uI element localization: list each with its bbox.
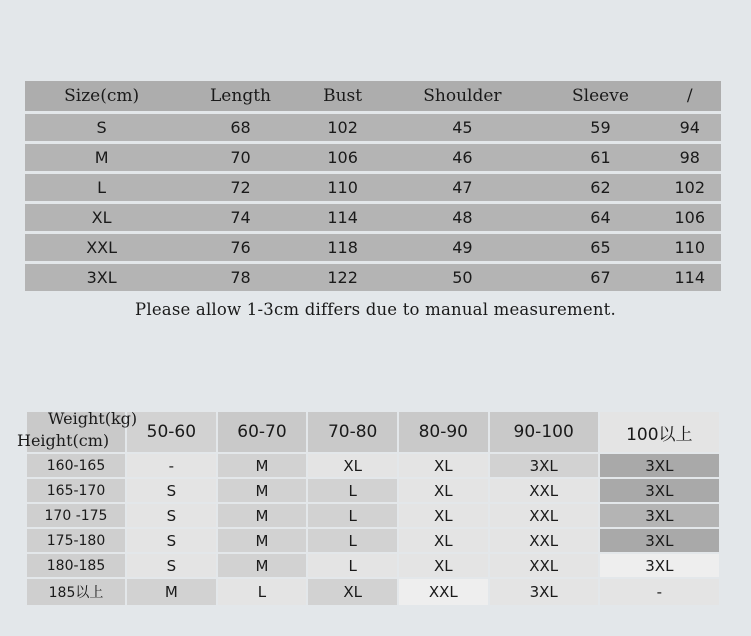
height-range-cell: 180-185 (27, 554, 125, 577)
weight-range-header: 70-80 (308, 412, 397, 452)
size-chart-header-slash: / (659, 81, 721, 111)
shoulder-cell: 47 (382, 174, 542, 201)
sleeve-cell: 64 (542, 204, 658, 231)
sleeve-cell: 62 (542, 174, 658, 201)
size-recommendation-cell: M (218, 454, 307, 477)
height-range-cell: 175-180 (27, 529, 125, 552)
shoulder-cell: 46 (382, 144, 542, 171)
shoulder-cell: 50 (382, 264, 542, 291)
size-recommendation-cell: XXL (490, 554, 598, 577)
size-chart-header-sleeve: Sleeve (542, 81, 658, 111)
length-cell: 70 (178, 144, 303, 171)
shoulder-cell: 48 (382, 204, 542, 231)
fit-chart-row (27, 554, 719, 577)
size-chart-header-bust: Bust (303, 81, 383, 111)
extra-cell: 106 (659, 204, 721, 231)
size-recommendation-cell: S (127, 529, 216, 552)
size-recommendation-cell: XXL (490, 479, 598, 502)
weight-axis-label: Weight(kg) (48, 409, 138, 428)
size-recommendation-cell: S (127, 479, 216, 502)
fit-chart-row (27, 529, 719, 552)
length-cell: 68 (178, 114, 303, 141)
size-recommendation-cell: L (308, 504, 397, 527)
measurement-note: Please allow 1-3cm differs due to manual measurement. (135, 300, 616, 319)
size-recommendation-cell: XXL (490, 529, 598, 552)
size-chart-header-shoulder: Shoulder (382, 81, 542, 111)
size-recommendation-cell: XL (399, 479, 488, 502)
size-recommendation-cell: - (600, 579, 719, 605)
size-recommendation-cell: S (127, 504, 216, 527)
weight-range-header: 60-70 (218, 412, 307, 452)
size-recommendation-cell: XXL (490, 504, 598, 527)
sleeve-cell: 67 (542, 264, 658, 291)
sleeve-cell: 59 (542, 114, 658, 141)
weight-range-header: 100以上 (600, 412, 719, 452)
size-recommendation-cell: XL (399, 529, 488, 552)
bust-cell: 106 (303, 144, 383, 171)
height-range-cell: 170 -175 (27, 504, 125, 527)
size-cell: L (25, 174, 178, 201)
size-cell: XXL (25, 234, 178, 261)
bust-cell: 122 (303, 264, 383, 291)
fit-chart-row (27, 579, 719, 605)
size-chart-header-row (25, 81, 721, 111)
bust-cell: 114 (303, 204, 383, 231)
fit-chart-row (27, 504, 719, 527)
size-chart-row (25, 114, 721, 141)
shoulder-cell: 45 (382, 114, 542, 141)
size-recommendation-cell: - (127, 454, 216, 477)
height-range-cell: 160-165 (27, 454, 125, 477)
size-recommendation-cell: L (218, 579, 307, 605)
extra-cell: 110 (659, 234, 721, 261)
size-recommendation-cell: M (127, 579, 216, 605)
size-chart-header-length: Length (178, 81, 303, 111)
length-cell: 78 (178, 264, 303, 291)
size-recommendation-cell: M (218, 529, 307, 552)
extra-cell: 102 (659, 174, 721, 201)
fit-chart-corner (17, 409, 138, 452)
bust-cell: 102 (303, 114, 383, 141)
size-chart-row (25, 144, 721, 171)
size-recommendation-cell: XXL (399, 579, 488, 605)
fit-chart-row (27, 479, 719, 502)
size-chart-row (25, 264, 721, 291)
size-chart-row (25, 174, 721, 201)
size-recommendation-cell: 3XL (600, 554, 719, 577)
height-axis-label: Height(cm) (17, 431, 110, 450)
extra-cell: 94 (659, 114, 721, 141)
size-recommendation-cell: 3XL (600, 529, 719, 552)
height-range-cell: 185以上 (27, 579, 125, 605)
size-recommendation-cell: 3XL (600, 454, 719, 477)
size-recommendation-cell: L (308, 479, 397, 502)
size-chart-header-size: Size(cm) (25, 81, 178, 111)
sleeve-cell: 65 (542, 234, 658, 261)
size-recommendation-cell: XL (399, 454, 488, 477)
weight-range-header: 80-90 (399, 412, 488, 452)
size-recommendation-cell: 3XL (600, 479, 719, 502)
length-cell: 72 (178, 174, 303, 201)
shoulder-cell: 49 (382, 234, 542, 261)
size-recommendation-cell: M (218, 554, 307, 577)
size-recommendation-cell: XL (399, 504, 488, 527)
length-cell: 74 (178, 204, 303, 231)
size-recommendation-cell: L (308, 554, 397, 577)
fit-chart-row (27, 454, 719, 477)
bust-cell: 118 (303, 234, 383, 261)
size-recommendation-cell: 3XL (600, 504, 719, 527)
size-cell: M (25, 144, 178, 171)
size-chart-table (25, 78, 721, 294)
size-chart-row (25, 234, 721, 261)
weight-range-header: 50-60 (127, 412, 216, 452)
bust-cell: 110 (303, 174, 383, 201)
size-recommendation-cell: L (308, 529, 397, 552)
size-recommendation-cell: XL (308, 454, 397, 477)
size-cell: XL (25, 204, 178, 231)
size-chart-row (25, 204, 721, 231)
size-recommendation-cell: M (218, 479, 307, 502)
length-cell: 76 (178, 234, 303, 261)
extra-cell: 114 (659, 264, 721, 291)
size-recommendation-cell: M (218, 504, 307, 527)
weight-range-header: 90-100 (490, 412, 598, 452)
size-recommendation-cell: 3XL (490, 579, 598, 605)
fit-chart-header-row (27, 412, 719, 452)
sleeve-cell: 61 (542, 144, 658, 171)
size-cell: S (25, 114, 178, 141)
size-cell: 3XL (25, 264, 178, 291)
fit-chart-table (17, 409, 721, 607)
size-recommendation-cell: 3XL (490, 454, 598, 477)
size-recommendation-cell: XL (308, 579, 397, 605)
extra-cell: 98 (659, 144, 721, 171)
height-range-cell: 165-170 (27, 479, 125, 502)
size-recommendation-cell: XL (399, 554, 488, 577)
size-recommendation-cell: S (127, 554, 216, 577)
